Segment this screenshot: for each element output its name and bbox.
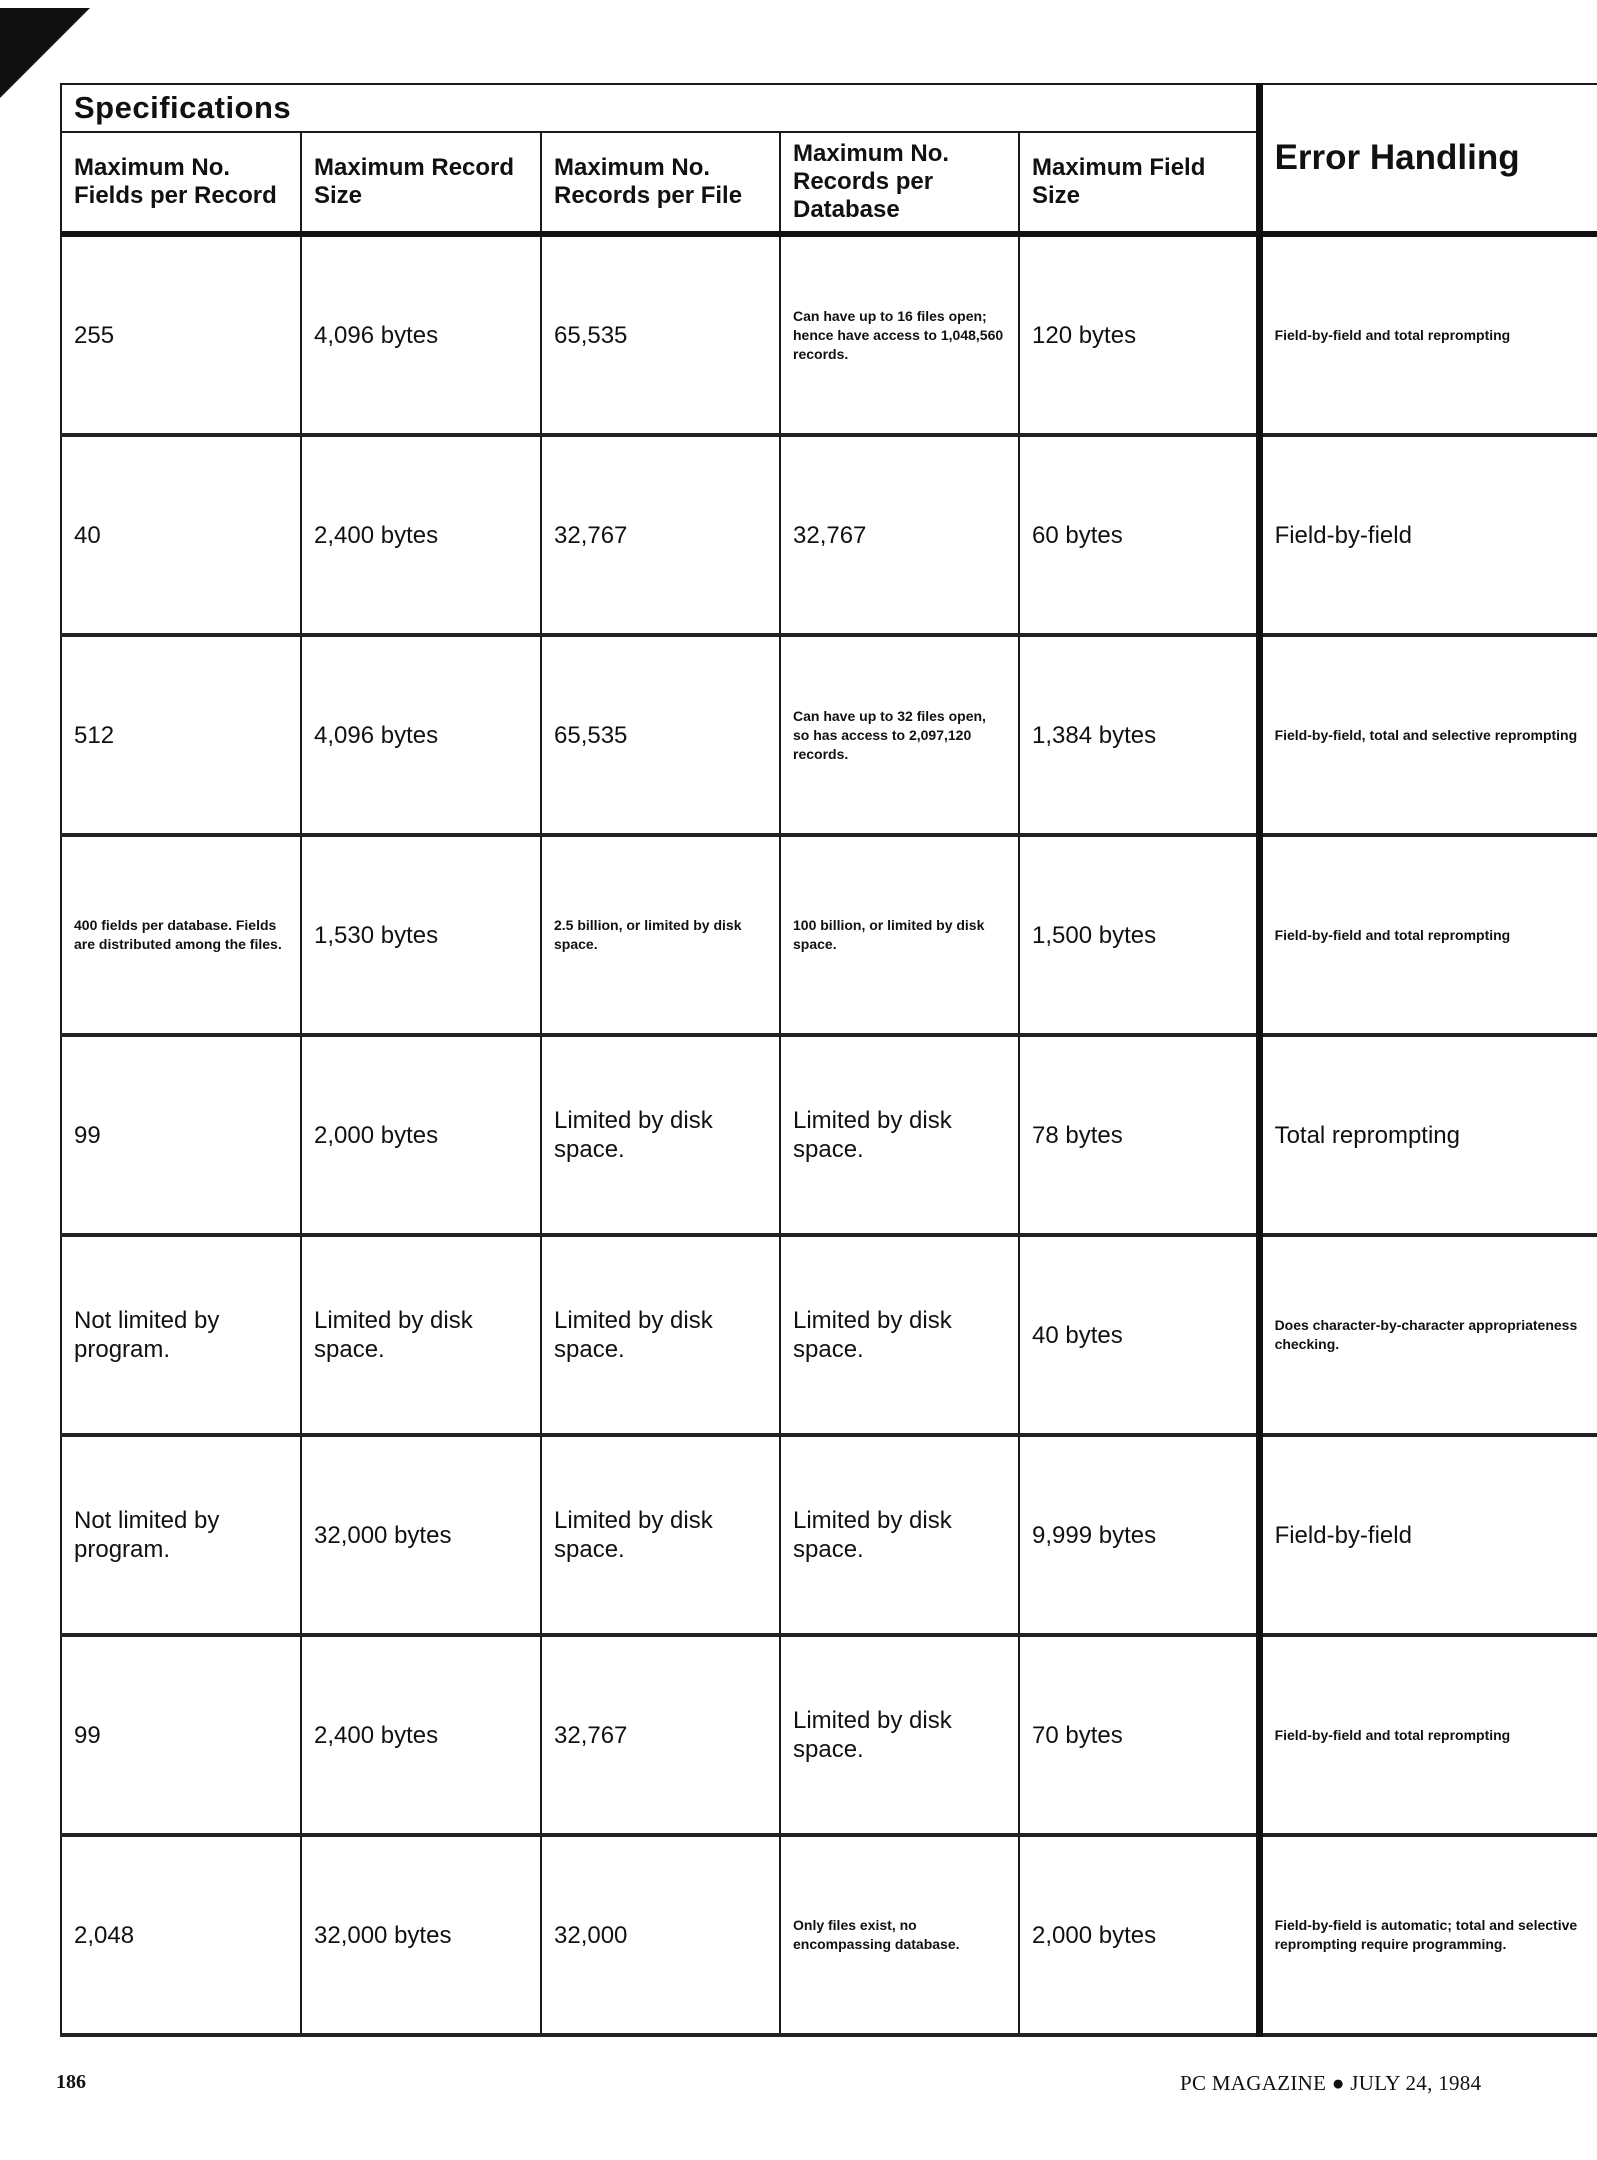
table-cell: 60 bytes [1019,435,1259,635]
table-cell: 40 bytes [1019,1235,1259,1435]
table-row [61,835,1597,1035]
table-row [61,635,1597,835]
table-cell: Limited by disk space. [541,1035,780,1235]
table-cell: 100 billion, or limited by disk space. [780,835,1019,1035]
specifications-table [60,83,1597,2037]
header-max-records-per-database: Maximum No. Records per Database [780,132,1019,234]
table-cell: 99 [61,1635,301,1835]
table-cell: Not limited by program. [61,1435,301,1635]
table-cell: 2,000 bytes [1019,1835,1259,2035]
header-max-fields-per-record: Maximum No. Fields per Record [61,132,301,234]
table-cell: Limited by disk space. [780,1635,1019,1835]
header-error-handling: Error Handling [1259,84,1597,234]
table-cell: 4,096 bytes [301,234,541,435]
table-cell: Total reprompting [1259,1035,1597,1235]
table-cell: 1,500 bytes [1019,835,1259,1035]
table-cell: 32,000 bytes [301,1435,541,1635]
table-cell: Not limited by program. [61,1235,301,1435]
table-cell: Can have up to 16 files open; hence have access to 1,048,560 records. [780,234,1019,435]
table-cell: Limited by disk space. [541,1235,780,1435]
table-cell: 1,384 bytes [1019,635,1259,835]
table-row [61,1435,1597,1635]
table-cell: 1,530 bytes [301,835,541,1035]
table-cell: Limited by disk space. [541,1435,780,1635]
table-cell: 32,000 bytes [301,1835,541,2035]
table-cell: 32,767 [541,1635,780,1835]
table-cell: Field-by-field is automatic; total and selective reprompting require programming. [1259,1835,1597,2035]
table-cell: 4,096 bytes [301,635,541,835]
table-cell: 255 [61,234,301,435]
table-cell: 2,048 [61,1835,301,2035]
table-cell: Limited by disk space. [780,1435,1019,1635]
table-cell: Field-by-field and total reprompting [1259,835,1597,1035]
table-cell: 65,535 [541,635,780,835]
table-cell: 32,767 [780,435,1019,635]
table-cell: 2,400 bytes [301,435,541,635]
table-cell: Can have up to 32 files open, so has access to 2,097,120 records. [780,635,1019,835]
table-cell: 32,000 [541,1835,780,2035]
table-cell: 78 bytes [1019,1035,1259,1235]
table-cell: 2,400 bytes [301,1635,541,1835]
table-row [61,1235,1597,1435]
table-cell: Does character-by-character appropriateness checking. [1259,1235,1597,1435]
table-row [61,1635,1597,1835]
table-row [61,234,1597,435]
table-row [61,1835,1597,2035]
header-max-records-per-file: Maximum No. Records per File [541,132,780,234]
table-cell: Field-by-field [1259,435,1597,635]
table-cell: Field-by-field and total reprompting [1259,1635,1597,1835]
table-row [61,1035,1597,1235]
table-cell: 65,535 [541,234,780,435]
table-cell: Limited by disk space. [780,1035,1019,1235]
table-cell: 40 [61,435,301,635]
table-cell: 2,000 bytes [301,1035,541,1235]
table-cell: 400 fields per database. Fields are distributed among the files. [61,835,301,1035]
header-max-field-size: Maximum Field Size [1019,132,1259,234]
table-cell: 512 [61,635,301,835]
table-cell: 2.5 billion, or limited by disk space. [541,835,780,1035]
table-cell: Only files exist, no encompassing database. [780,1835,1019,2035]
table-cell: Limited by disk space. [301,1235,541,1435]
table-cell: 99 [61,1035,301,1235]
table-cell: 70 bytes [1019,1635,1259,1835]
table-cell: 32,767 [541,435,780,635]
table-cell: 9,999 bytes [1019,1435,1259,1635]
table-cell: Field-by-field, total and selective reprompting [1259,635,1597,835]
table-row [61,435,1597,635]
page-number: 186 [56,2071,86,2093]
publication-line: PC MAGAZINE ● JULY 24, 1984 [1180,2071,1482,2095]
table-cell: Limited by disk space. [780,1235,1019,1435]
table-title: Specifications [61,84,1259,132]
table-cell: Field-by-field [1259,1435,1597,1635]
header-max-record-size: Maximum Record Size [301,132,541,234]
table-cell: 120 bytes [1019,234,1259,435]
table-cell: Field-by-field and total reprompting [1259,234,1597,435]
